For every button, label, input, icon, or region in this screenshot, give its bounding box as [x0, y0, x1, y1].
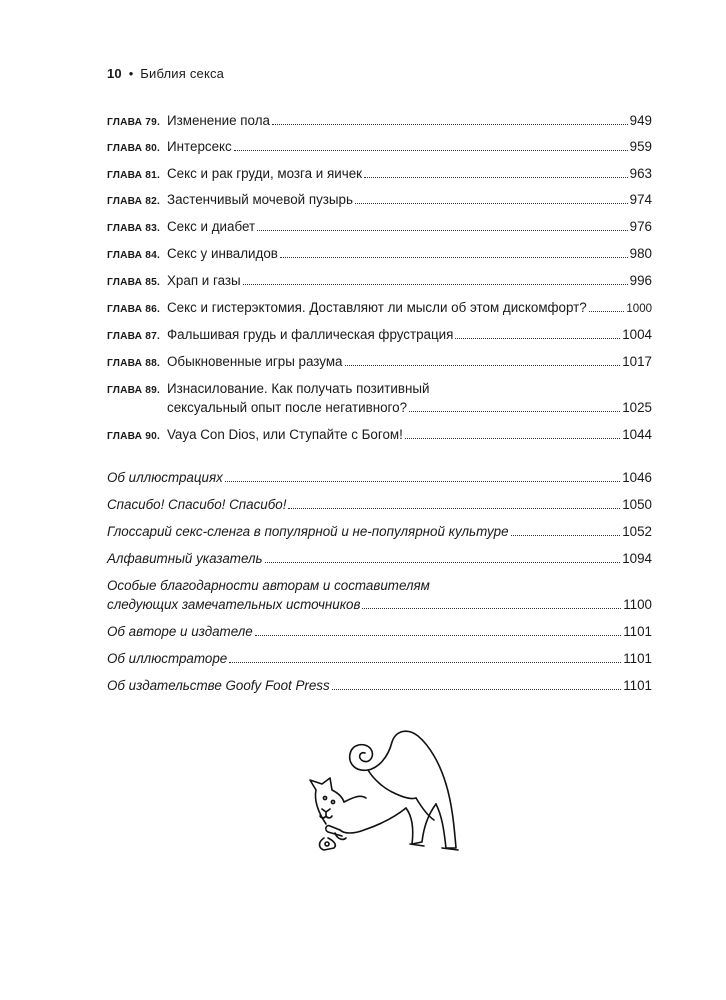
chapter-label: ГЛАВА 89. — [107, 385, 161, 396]
entry-title: Интерсекс — [167, 139, 232, 154]
entry-page: 1000 — [626, 303, 652, 315]
dot-leader — [257, 230, 628, 231]
dot-leader — [355, 203, 628, 204]
entry-page: 1046 — [622, 470, 652, 485]
toc-entry-chapter-87[interactable] — [107, 326, 652, 345]
entry-title: Изменение пола — [167, 113, 270, 128]
entry-page: 1101 — [623, 624, 652, 639]
dot-leader — [405, 438, 620, 439]
dot-leader — [265, 562, 621, 563]
entry-page: 1017 — [622, 354, 652, 369]
dot-leader — [332, 689, 622, 690]
chapter-label: ГЛАВА 88. — [107, 358, 161, 369]
toc-entry-chapter-88[interactable] — [107, 353, 652, 372]
dot-leader — [589, 311, 625, 312]
entry-title: Алфавитный указатель — [107, 551, 263, 566]
entry-page: 1004 — [622, 327, 652, 342]
entry-title-continued: следующих замечательных источников — [107, 597, 361, 612]
book-title: Библия секса — [140, 66, 225, 81]
entry-page: 963 — [629, 166, 652, 181]
entry-page: 959 — [629, 139, 652, 154]
entry-title: Обыкновенные игры разума — [167, 354, 343, 369]
dot-leader — [255, 635, 621, 636]
entry-title: Секс у инвалидов — [167, 246, 278, 261]
dot-leader — [455, 338, 620, 339]
chapter-label: ГЛАВА 84. — [107, 250, 161, 261]
entry-title: Особые благодарности авторам и составителям — [107, 578, 430, 593]
toc-entry-chapter-82[interactable] — [107, 191, 652, 210]
toc-entry-thanks[interactable] — [107, 496, 652, 513]
toc-entry-glossary[interactable] — [107, 523, 652, 540]
entry-title: Об иллюстраторе — [107, 651, 228, 666]
toc-entry-chapter-84[interactable] — [107, 245, 652, 264]
dot-leader — [362, 608, 621, 609]
dot-leader — [229, 662, 621, 663]
chapter-label: ГЛАВА 86. — [107, 304, 161, 315]
toc-entry-chapter-83[interactable] — [107, 218, 652, 237]
toc-entry-chapter-89-line2[interactable] — [107, 399, 652, 416]
header-bullet: • — [128, 66, 134, 81]
entry-page: 1052 — [622, 524, 652, 539]
dot-leader — [345, 365, 621, 366]
entry-page: 1044 — [622, 427, 652, 442]
entry-title-continued: сексуальный опыт после негативного? — [167, 400, 408, 415]
entry-page: 976 — [629, 219, 652, 234]
entry-page: 949 — [629, 113, 652, 128]
toc-entry-index[interactable] — [107, 550, 652, 567]
dot-leader — [280, 257, 628, 258]
toc-entry-chapter-90[interactable] — [107, 426, 652, 445]
chapter-label: ГЛАВА 82. — [107, 196, 161, 207]
toc-entry-about-illustrator[interactable] — [107, 650, 652, 667]
entry-title: Секс и диабет — [167, 219, 256, 234]
dot-leader — [288, 508, 620, 509]
entry-title: Спасибо! Спасибо! Спасибо! — [107, 497, 287, 512]
chapter-label: ГЛАВА 90. — [107, 431, 161, 442]
dot-leader — [511, 535, 621, 536]
dot-leader — [272, 124, 628, 125]
chapter-label: ГЛАВА 85. — [107, 277, 161, 288]
entry-page: 1025 — [622, 400, 652, 415]
running-header — [107, 66, 224, 81]
entry-page: 974 — [629, 192, 652, 207]
page-number: 10 — [107, 66, 122, 81]
chapter-label: ГЛАВА 80. — [107, 143, 161, 154]
toc-entry-acknowledgements-line1[interactable] — [107, 577, 652, 594]
entry-title: Об издательстве Goofy Foot Press — [107, 678, 330, 693]
entry-page: 1050 — [622, 497, 652, 512]
entry-page: 980 — [629, 246, 652, 261]
entry-title: Об иллюстрациях — [107, 470, 223, 485]
toc-entry-chapter-86[interactable] — [107, 299, 652, 318]
entry-title: Глоссарий секс-сленга в популярной и не-популярной культуре — [107, 524, 509, 539]
dot-leader — [234, 150, 628, 151]
entry-page: 1094 — [622, 551, 652, 566]
dot-leader — [225, 481, 620, 482]
chapter-label: ГЛАВА 79. — [107, 117, 161, 128]
dot-leader — [409, 411, 620, 412]
entry-title: Фальшивая грудь и фаллическая фрустрация — [167, 327, 454, 342]
toc-entry-chapter-80[interactable] — [107, 138, 652, 157]
entry-title: Об авторе и издателе — [107, 624, 253, 639]
entry-title: Vaya Con Dios, или Ступайте с Богом! — [167, 427, 403, 442]
chapter-label: ГЛАВА 81. — [107, 170, 161, 181]
entry-title: Секс и гистерэктомия. Доставляют ли мысли об этом дискомфорт? — [167, 300, 587, 315]
toc-entry-chapter-81[interactable] — [107, 165, 652, 184]
chapter-label: ГЛАВА 83. — [107, 223, 161, 234]
toc-entry-about-illustrations[interactable] — [107, 469, 652, 486]
entry-page: 1100 — [623, 597, 652, 612]
cat-stretching-illustration — [296, 712, 464, 864]
toc-entry-chapter-85[interactable] — [107, 272, 652, 291]
chapter-label: ГЛАВА 87. — [107, 331, 161, 342]
entry-title: Храп и газы — [167, 273, 241, 288]
dot-leader — [364, 177, 628, 178]
toc-entry-acknowledgements-line2[interactable] — [107, 596, 652, 613]
toc-entry-chapter-79[interactable] — [107, 112, 652, 131]
entry-page: 996 — [629, 273, 652, 288]
entry-page: 1101 — [623, 678, 652, 693]
entry-page: 1101 — [623, 651, 652, 666]
entry-title: Изнасилование. Как получать позитивный — [167, 381, 430, 396]
entry-title: Застенчивый мочевой пузырь — [167, 192, 353, 207]
toc-entry-about-author[interactable] — [107, 623, 652, 640]
entry-title: Секс и рак груди, мозга и яичек — [167, 166, 362, 181]
toc-entry-chapter-89-line1[interactable] — [107, 380, 652, 399]
dot-leader — [243, 284, 628, 285]
toc-entry-about-publisher[interactable] — [107, 677, 652, 694]
